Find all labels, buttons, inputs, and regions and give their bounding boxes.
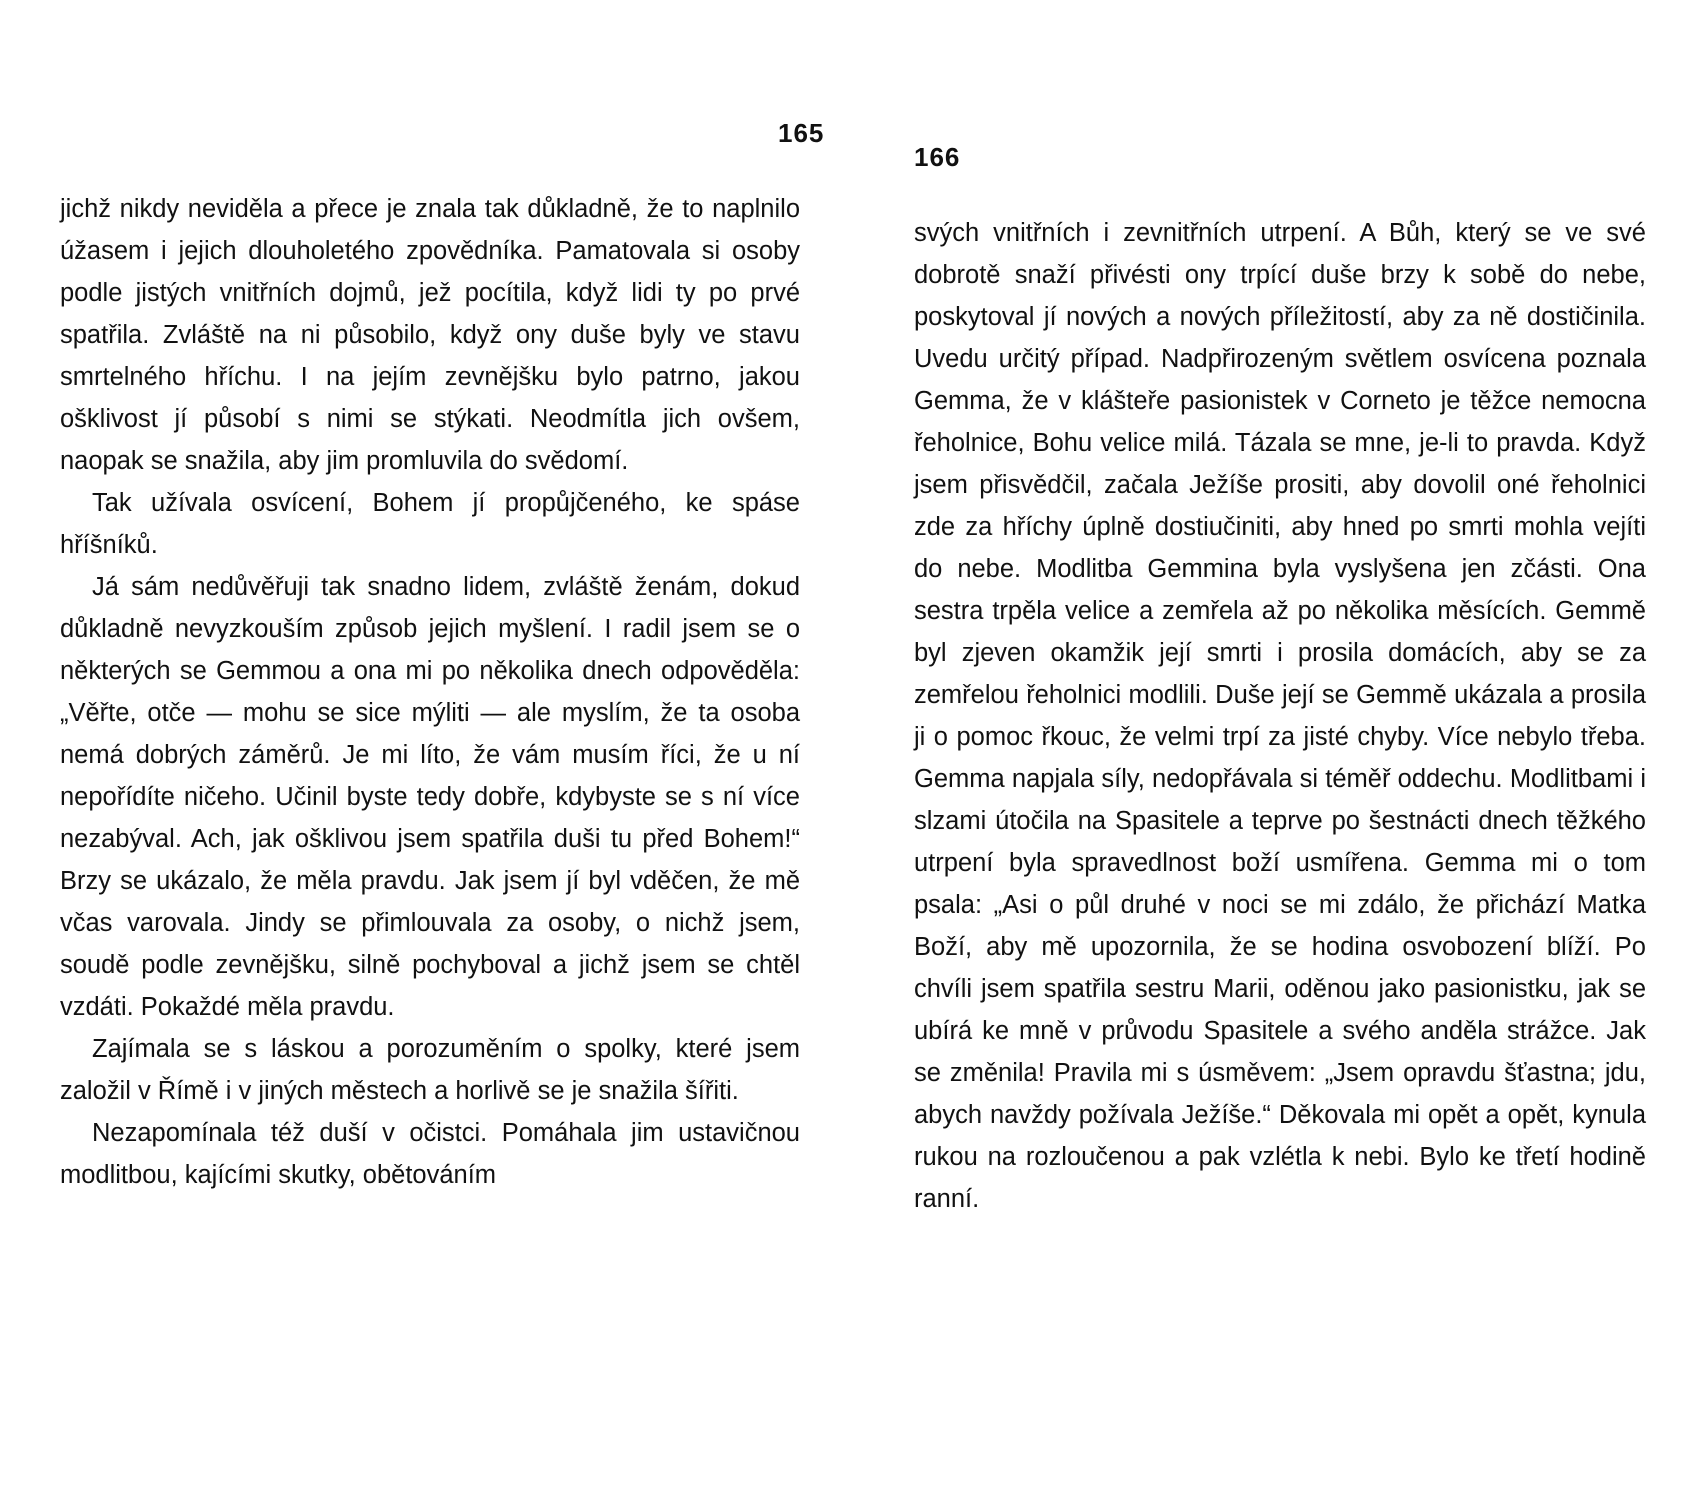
paragraph: Nezapomínala též duší v očistci. Pomáhala jim ustavičnou modlitbou, kajícími skutky, obětováním [60, 1119, 800, 1189]
paragraph: Tak užívala osvícení, Bohem jí propůjčeného, ke spáse hříšníků. [60, 489, 800, 559]
page-text [914, 212, 1646, 1220]
paragraph: svých vnitřních i zevnitřních utrpení. A Bůh, který se ve své dobrotě snaží přivésti ony trpící duše brzy k sobě do nebe, poskytoval jí nových a nových příležitostí, aby za ně dostičinila. Uvedu určitý případ. Nadpřirozeným světlem osvícena poznala Gemma, že v klášteře pasionistek v Corneto je těžce nemocna řeholnice, Bohu velice milá. Tázala se mne, je-li to pravda. Když jsem přisvědčil, začala Ježíše prositi, aby dovolil oné řeholnici zde za hříchy úplně dostiučiniti, aby hned po smrti mohla vejíti do nebe. Modlitba Gemmina byla vyslyšena jen zčásti. Ona sestra trpěla velice a zemřela až po několika měsících. Gemmě byl zjeven okamžik její smrti i prosila domácích, aby se za zemřelou řeholnici modlili. Duše její se Gemmě ukázala a prosila ji o pomoc řkouc, že velmi trpí za jisté chyby. Více nebylo třeba. Gemma napjala síly, nedopřávala si téměř oddechu. Modlitbami i slzami útočila na Spasitele a teprve po šestnácti dnech těžkého utrpení byla spravedlnost boží usmířena. Gemma mi o tom psala: „Asi o půl druhé v noci se mi zdálo, že přichází Matka Boží, aby mě upozornila, že se hodina osvobození blíží. Po chvíli jsem spatřila sestru Marii, oděnou jako pasionistku, jak se ubírá ke mně v průvodu Spasitele a svého anděla strážce. Jak se změnila! Pravila mi s úsměvem: „Jsem opravdu šťastna; jdu, abych navždy požívala Ježíše.“ Děkovala mi opět a opět, kynula rukou na rozloučenou a pak vzlétla k nebi. Bylo ke třetí hodině ranní. [914, 219, 1646, 1213]
right-page [846, 0, 1692, 1500]
page-text [60, 188, 800, 1196]
page-number: 166 [914, 142, 961, 172]
paragraph: Zajímala se s láskou a porozuměním o spolky, které jsem založil v Římě i v jiných městech a horlivě se je snažila šířiti. [60, 1035, 800, 1105]
paragraph: Já sám nedůvěřuji tak snadno lidem, zvláště ženám, dokud důkladně nevyzkouším způsob jejich myšlení. I radil jsem se o některých se Gemmou a ona mi po několika dnech odpověděla: „Věřte, otče — mohu se sice mýliti — ale myslím, že ta osoba nemá dobrých záměrů. Je mi líto, že vám musím říci, že u ní nepořídíte ničeho. Učinil byste tedy dobře, kdybyste se s ní více nezabýval. Ach, jak ošklivou jsem spatřila duši tu před Bohem!“ Brzy se ukázalo, že měla pravdu. Jak jsem jí byl vděčen, že mě včas varovala. Jindy se přimlouvala za osoby, o nichž jsem, soudě podle zevnějšku, silně pochyboval a jichž jsem se chtěl vzdáti. Pokaždé měla pravdu. [60, 573, 800, 1021]
paragraph: jichž nikdy neviděla a přece je znala tak důkladně, že to naplnilo úžasem i jejich dlouholetého zpovědníka. Pamatovala si osoby podle jistých vnitřních dojmů, jež pocítila, když lidi ty po prvé spatřila. Zvláště na ni působilo, když ony duše byly ve stavu smrtelného hříchu. I na jejím zevnějšku bylo patrno, jakou ošklivost jí působí s nimi se stýkati. Neodmítla jich ovšem, naopak se snažila, aby jim promluvila do svědomí. [60, 195, 800, 475]
page-number: 165 [778, 118, 825, 148]
